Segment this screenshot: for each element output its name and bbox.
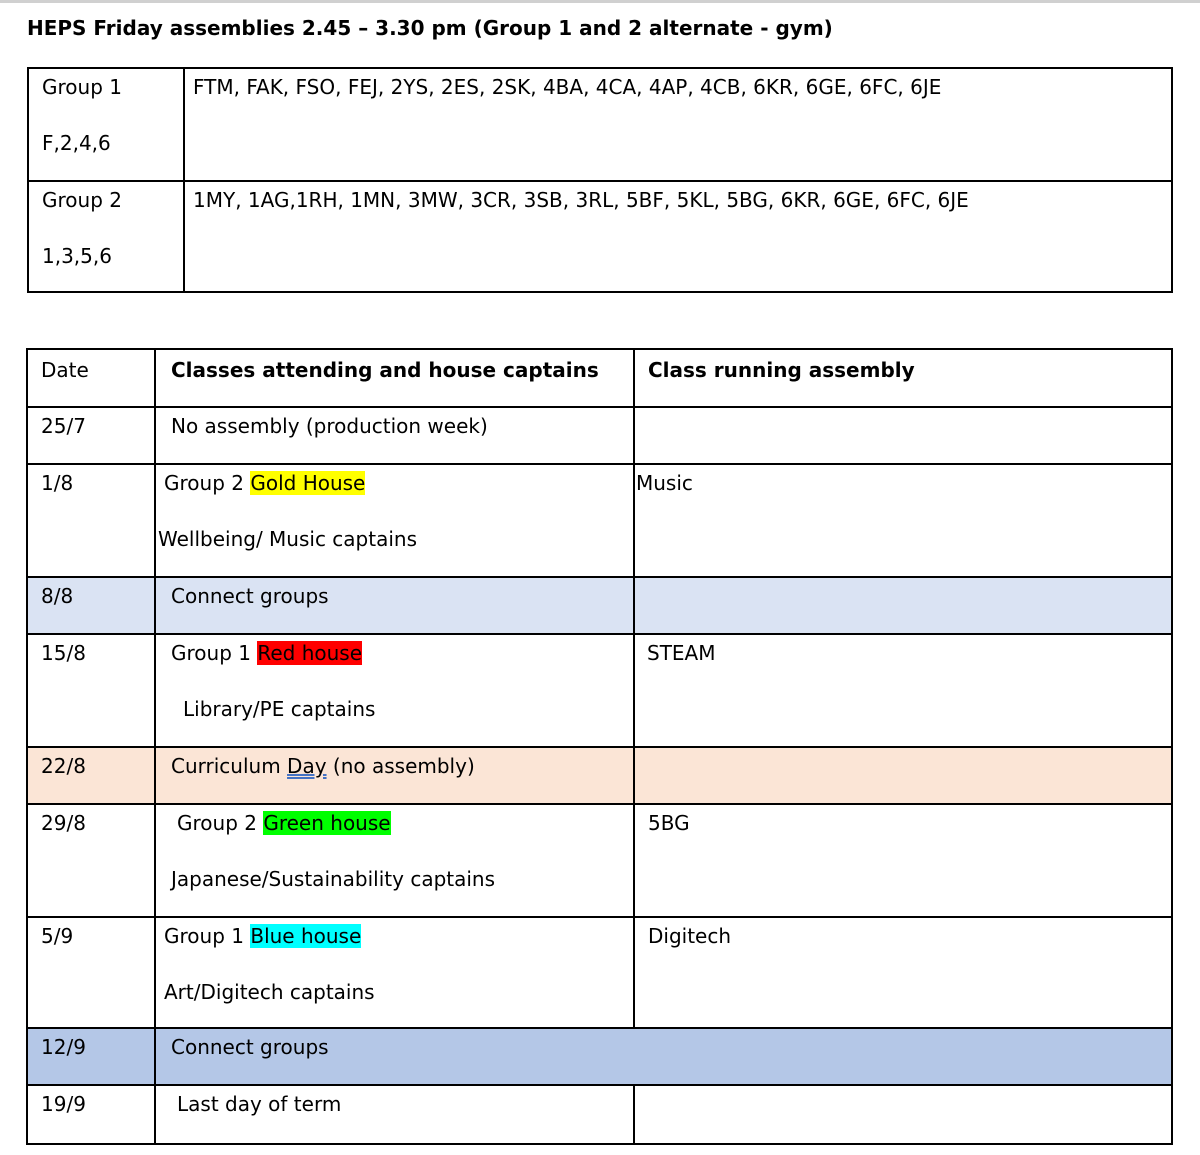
header-date: Date <box>27 349 155 407</box>
group-name: Group 2 <box>42 188 122 212</box>
spellcheck-word: Day <box>287 754 327 778</box>
date-cell: 5/9 <box>27 917 155 1028</box>
date-cell: 1/8 <box>27 464 155 577</box>
group-name: Group 1 <box>171 641 251 665</box>
date-cell: 12/9 <box>27 1028 155 1085</box>
group-name: Group 2 <box>177 811 257 835</box>
classes-cell <box>155 464 634 577</box>
running-cell: 5BG <box>634 804 1172 917</box>
classes-cell <box>155 634 634 747</box>
header-row <box>27 349 1172 407</box>
house-red: Red house <box>257 641 363 665</box>
group-classes-cell <box>184 181 1172 292</box>
table-row <box>27 464 1172 577</box>
classes-cell: Curriculum Day (no assembly) <box>155 747 634 804</box>
page-title: HEPS Friday assemblies 2.45 – 3.30 pm (Group 1 and 2 alternate - gym) <box>27 16 833 40</box>
top-border <box>0 0 1200 3</box>
captains: Wellbeing/ Music captains <box>158 527 418 551</box>
classes-cell: Last day of term <box>155 1085 634 1144</box>
captains: Art/Digitech captains <box>164 980 375 1004</box>
captains: Library/PE captains <box>183 697 376 721</box>
running-cell: Music <box>634 464 1172 577</box>
groups-table <box>27 67 1173 293</box>
table-row <box>27 1028 1172 1085</box>
group-years: F,2,4,6 <box>42 131 111 155</box>
table-row <box>27 634 1172 747</box>
classes-cell: Connect groups <box>155 577 634 634</box>
classes-cell: No assembly (production week) <box>155 407 634 464</box>
table-row <box>27 1085 1172 1144</box>
running-cell: Digitech <box>634 917 1172 1028</box>
group-name: Group 2 <box>164 471 244 495</box>
running-cell: STEAM <box>634 634 1172 747</box>
classes-cell <box>155 917 634 1028</box>
date-cell: 25/7 <box>27 407 155 464</box>
table-row <box>27 577 1172 634</box>
group-label-cell <box>28 181 184 292</box>
schedule-table <box>26 348 1173 1145</box>
running-cell <box>634 407 1172 464</box>
group-classes: FTM, FAK, FSO, FEJ, 2YS, 2ES, 2SK, 4BA, 4CA, 4AP, 4CB, 6KR, 6GE, 6FC, 6JE <box>193 75 942 99</box>
house-blue: Blue house <box>250 924 362 948</box>
group-row-2 <box>28 181 1172 292</box>
running-cell <box>634 747 1172 804</box>
date-cell: 29/8 <box>27 804 155 917</box>
date-cell: 8/8 <box>27 577 155 634</box>
group-row-1 <box>28 68 1172 181</box>
running-cell <box>634 577 1172 634</box>
house-green: Green house <box>263 811 391 835</box>
date-cell: 15/8 <box>27 634 155 747</box>
captains: Japanese/Sustainability captains <box>171 867 496 891</box>
table-row <box>27 747 1172 804</box>
group-name: Group 1 <box>164 924 244 948</box>
date-cell: 22/8 <box>27 747 155 804</box>
header-running: Class running assembly <box>634 349 1172 407</box>
group-name: Group 1 <box>42 75 122 99</box>
classes-cell <box>155 804 634 917</box>
table-row <box>27 407 1172 464</box>
table-row <box>27 917 1172 1028</box>
group-classes: 1MY, 1AG,1RH, 1MN, 3MW, 3CR, 3SB, 3RL, 5BF, 5KL, 5BG, 6KR, 6GE, 6FC, 6JE <box>193 188 969 212</box>
running-cell <box>634 1085 1172 1144</box>
group-classes-cell <box>184 68 1172 181</box>
group-years: 1,3,5,6 <box>42 244 112 268</box>
table-row <box>27 804 1172 917</box>
header-classes: Classes attending and house captains <box>155 349 634 407</box>
house-gold: Gold House <box>250 471 366 495</box>
classes-cell: Connect groups <box>155 1028 1172 1085</box>
group-label-cell <box>28 68 184 181</box>
date-cell: 19/9 <box>27 1085 155 1144</box>
